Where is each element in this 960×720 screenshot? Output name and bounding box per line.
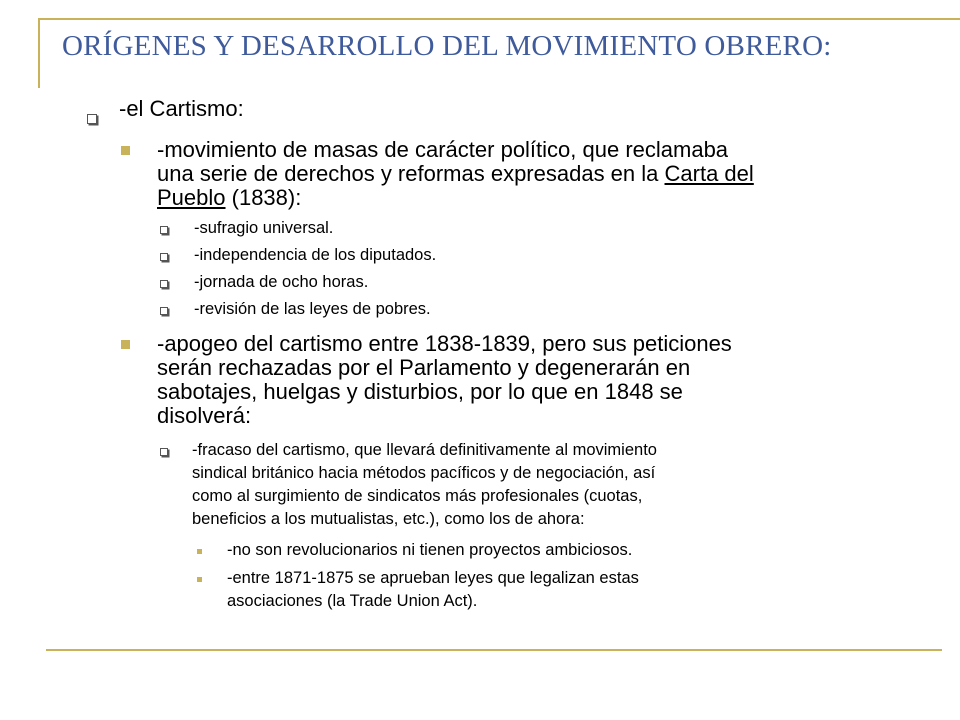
hollow-square-bullet-icon xyxy=(160,307,168,315)
para2-line: serán rechazadas por el Parlamento y degenerarán en xyxy=(157,355,691,380)
failure-line: beneficios a los mutualistas, etc.), como los de ahora: xyxy=(192,510,585,528)
carta-del-pueblo-link-part1: Carta del xyxy=(664,161,754,186)
para2-line: sabotajes, huelgas y disturbios, por lo que en 1848 se xyxy=(157,379,683,404)
para2-line: disolverá: xyxy=(157,403,252,428)
failure-line: -fracaso del cartismo, que llevará definitivamente al movimiento xyxy=(192,441,657,459)
level4-item-line: -entre 1871-1875 se aprueban leyes que legalizan estas xyxy=(227,569,639,587)
hollow-square-bullet-icon xyxy=(160,280,168,288)
hollow-square-bullet-icon xyxy=(160,448,168,456)
small-square-bullet-icon xyxy=(197,577,202,582)
para1-line3 xyxy=(157,186,301,210)
para1-line3-text: (1838): xyxy=(225,185,302,210)
demand-item: -independencia de los diputados. xyxy=(194,246,437,264)
carta-del-pueblo-link-part2: Pueblo xyxy=(157,185,226,210)
para1-line2-text: una serie de derechos y reformas expresadas en la xyxy=(157,161,665,186)
filled-square-bullet-icon xyxy=(121,146,130,155)
demand-item: -sufragio universal. xyxy=(194,219,334,237)
hollow-square-bullet-icon xyxy=(160,226,168,234)
para1-line2 xyxy=(157,162,754,186)
para2-line: -apogeo del cartismo entre 1838-1839, pero sus peticiones xyxy=(157,331,732,356)
hollow-square-bullet-icon xyxy=(87,114,97,124)
demand-item: -revisión de las leyes de pobres. xyxy=(194,300,431,318)
small-square-bullet-icon xyxy=(197,549,202,554)
decorative-top-line xyxy=(38,18,960,20)
failure-line: como al surgimiento de sindicatos más profesionales (cuotas, xyxy=(192,487,643,505)
para1-line1: -movimiento de masas de carácter político, que reclamaba xyxy=(157,137,729,162)
demand-item: -jornada de ocho horas. xyxy=(194,273,369,291)
level4-item-line: asociaciones (la Trade Union Act). xyxy=(227,592,478,610)
filled-square-bullet-icon xyxy=(121,340,130,349)
failure-line: sindical británico hacia métodos pacíficos y de negociación, así xyxy=(192,464,656,482)
bullet-cartismo: -el Cartismo: xyxy=(119,96,244,121)
hollow-square-bullet-icon xyxy=(160,253,168,261)
level4-item-line: -no son revolucionarios ni tienen proyectos ambiciosos. xyxy=(227,541,633,559)
decorative-bottom-line xyxy=(46,649,942,651)
slide-title: ORÍGENES Y DESARROLLO DEL MOVIMIENTO OBRERO: xyxy=(62,30,832,62)
decorative-vertical-line xyxy=(38,18,40,88)
